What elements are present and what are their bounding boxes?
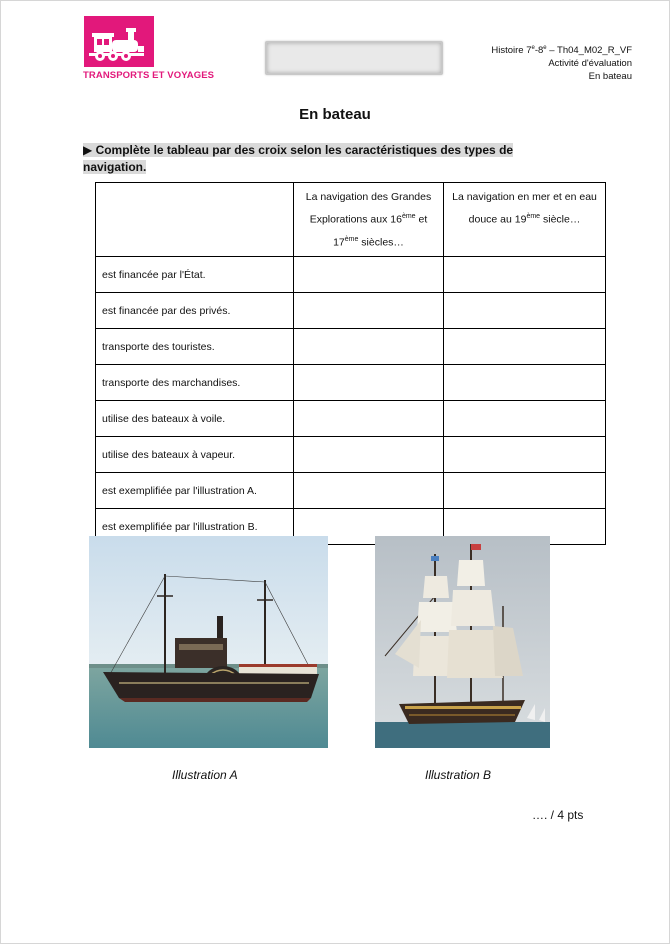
row-label: transporte des marchandises. (96, 365, 294, 401)
navigation-table (95, 182, 606, 545)
column-header-explorations: La navigation des Grandes Explorations aux 16ème et 17ème siècles… (294, 183, 444, 257)
name-field[interactable] (265, 41, 443, 75)
answer-cell[interactable] (294, 473, 444, 509)
answer-cell[interactable] (444, 473, 606, 509)
score: …. / 4 pts (532, 808, 584, 822)
answer-cell[interactable] (294, 365, 444, 401)
row-label: utilise des bateaux à vapeur. (96, 437, 294, 473)
table-corner-cell (96, 183, 294, 257)
table-header-row (96, 183, 606, 257)
illustration-a-caption: Illustration A (172, 768, 238, 782)
row-label: utilise des bateaux à voile. (96, 401, 294, 437)
answer-cell[interactable] (444, 437, 606, 473)
answer-cell[interactable] (444, 401, 606, 437)
illustration-b-caption: Illustration B (425, 768, 492, 782)
row-label: est exemplifiée par l'illustration B. (96, 509, 294, 545)
page-title: En bateau (299, 106, 371, 123)
answer-cell[interactable] (444, 257, 606, 293)
answer-cell[interactable] (294, 329, 444, 365)
answer-cell[interactable] (294, 293, 444, 329)
train-logo-icon (84, 16, 154, 67)
info-activity: Activité d'évaluation (548, 58, 632, 70)
row-label: est financée par des privés. (96, 293, 294, 329)
table-row (96, 437, 606, 473)
info-course: Histoire 7e-8e – Th04_M02_R_VF (491, 45, 632, 57)
table-row (96, 293, 606, 329)
table-row (96, 257, 606, 293)
answer-cell[interactable] (294, 257, 444, 293)
document-info (491, 42, 632, 83)
answer-cell[interactable] (294, 401, 444, 437)
row-label: est financée par l'État. (96, 257, 294, 293)
answer-cell[interactable] (444, 329, 606, 365)
table-row (96, 365, 606, 401)
column-header-19th-century: La navigation en mer et en eau douce au 19ème siècle… (444, 183, 606, 257)
table-row (96, 401, 606, 437)
illustration-b-sailing-ship (375, 536, 550, 748)
answer-cell[interactable] (444, 365, 606, 401)
table-row (96, 329, 606, 365)
row-label: est exemplifiée par l'illustration A. (96, 473, 294, 509)
answer-cell[interactable] (444, 293, 606, 329)
table-row (96, 473, 606, 509)
row-label: transporte des touristes. (96, 329, 294, 365)
illustration-a-steamboat (89, 536, 328, 748)
logo-label: TRANSPORTS ET VOYAGES (83, 70, 215, 81)
info-topic: En bateau (588, 71, 632, 83)
instruction: ▶ Complète le tableau par des croix selon les caractéristiques des types de navigation. (83, 143, 514, 174)
answer-cell[interactable] (294, 437, 444, 473)
